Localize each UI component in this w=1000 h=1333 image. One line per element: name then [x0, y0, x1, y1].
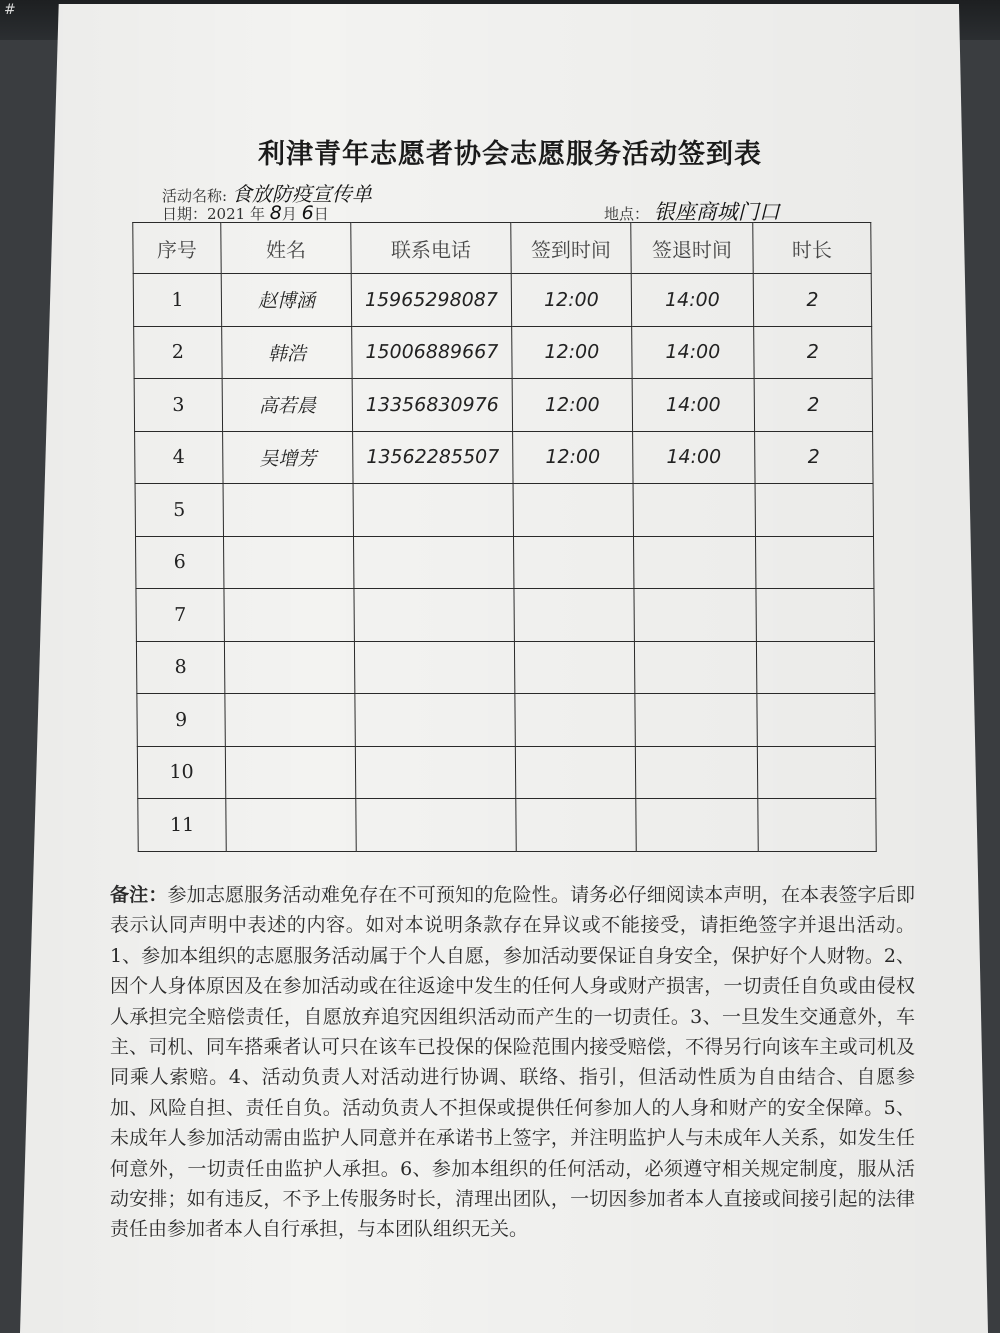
duration-cell — [755, 536, 873, 589]
name-cell — [224, 589, 354, 642]
phone-cell — [354, 641, 514, 694]
checkin-cell: 12:00 — [511, 274, 631, 327]
date-day: 6 — [301, 202, 314, 224]
header-checkin: 签到时间 — [511, 223, 631, 274]
name-cell — [225, 694, 355, 747]
activity-value: 食放防疫宣传单 — [231, 182, 372, 206]
checkout-cell: 14:00 — [632, 326, 754, 379]
table-row — [135, 484, 873, 537]
name-cell — [223, 536, 353, 589]
checkin-cell: 12:00 — [512, 379, 632, 432]
header-phone: 联系电话 — [351, 223, 511, 274]
table-row — [135, 431, 873, 484]
date-month: 8 — [269, 202, 282, 224]
phone-cell: 13562285507 — [353, 431, 513, 484]
header-name: 姓名 — [221, 223, 351, 274]
checkin-cell — [514, 641, 634, 694]
table-row — [137, 694, 875, 747]
checkout-cell: 14:00 — [631, 274, 753, 327]
date-day-suffix: 日 — [313, 205, 329, 223]
phone-cell — [356, 799, 516, 852]
checkout-cell — [635, 694, 757, 747]
form-title: 利津青年志愿者协会志愿服务活动签到表 — [258, 139, 762, 170]
row-number: 9 — [137, 694, 225, 747]
row-number: 11 — [138, 799, 226, 852]
name-cell — [224, 641, 354, 694]
activity-label: 活动名称: — [162, 187, 228, 205]
table-row — [135, 536, 873, 589]
location-label: 地点： — [604, 205, 650, 223]
checkin-cell — [516, 799, 636, 852]
phone-cell — [355, 746, 515, 799]
header-duration: 时长 — [753, 223, 871, 274]
disclaimer-notes — [110, 880, 915, 1245]
duration-cell: 2 — [754, 326, 872, 379]
duration-cell — [755, 484, 873, 537]
row-number: 7 — [136, 589, 224, 642]
row-number: 1 — [133, 274, 221, 327]
name-cell: 赵博涵 — [221, 274, 351, 327]
date-month-suffix: 月 — [281, 205, 297, 223]
phone-cell — [353, 484, 513, 537]
notes-label: 备注： — [110, 884, 168, 906]
row-number: 10 — [137, 746, 225, 799]
row-number: 8 — [136, 641, 224, 694]
checkin-cell — [513, 536, 633, 589]
checkin-cell — [514, 589, 634, 642]
phone-cell — [354, 589, 514, 642]
checkout-cell — [634, 641, 756, 694]
table-row — [134, 379, 872, 432]
name-cell — [223, 484, 353, 537]
checkin-cell: 12:00 — [512, 326, 632, 379]
table-row — [134, 326, 872, 379]
row-number: 2 — [134, 326, 222, 379]
checkout-cell — [634, 589, 756, 642]
checkout-cell — [635, 746, 757, 799]
checkin-cell: 12:00 — [513, 431, 633, 484]
row-number: 5 — [135, 484, 223, 537]
table-row — [133, 274, 871, 327]
checkout-cell — [636, 799, 758, 852]
row-number: 3 — [134, 379, 222, 432]
location-value: 银座商城门口 — [653, 200, 780, 224]
table-header-row — [133, 223, 871, 274]
duration-cell — [757, 746, 875, 799]
header-checkout: 签退时间 — [631, 223, 753, 274]
phone-cell: 13356830976 — [352, 379, 512, 432]
date-row — [162, 202, 329, 224]
name-cell: 吴增芳 — [223, 431, 353, 484]
notes-text: 参加志愿服务活动难免存在不可预知的危险性。请务必仔细阅读本声明，在本表签字后即表示认同声明中表述的内容。如对本说明条款存在异议或不能接受，请拒绝签字并退出活动。 1、参加本组织的志愿服务活动属于个人自愿，参加活动要保证自身安全，保护好个人财物。2、因个人身体原因及在参加活动或在往返途中发生的任何人身或财产损害，一切责任自负或由侵权人承担完全赔偿责任，自愿放弃追究因组织活动而产生的一切责任。3、一旦发生交通意外，车主、司机、同车搭乘者认可只在该车已投保的保险范围内接受赔偿，不得另行向该车主或司机及同乘人索赔。4、活动负责人对活动进行协调、联络、指引，但活动性质为自由结合、自愿参加、风险自担、责任自负。活动负责人不担保或提供任何参加人的人身和财产的安全保障。5、未成年人参加活动需由监护人同意并在承诺书上签字，并注明监护人与未成年人关系，如发生任何意外，一切责任由监护人承担。6、参加本组织的任何活动，必须遵守相关规定制度，服从活动安排；如有违反，不予上传服务时长，清理出团队，一切因参加者本人直接或间接引起的法律责任由参加者本人自行承担，与本团队组织无关。 — [110, 884, 915, 1241]
phone-cell — [353, 536, 513, 589]
row-number: 4 — [135, 431, 223, 484]
signin-table — [132, 222, 876, 852]
duration-cell — [758, 799, 876, 852]
table-row — [136, 589, 874, 642]
header-no: 序号 — [133, 223, 221, 274]
checkin-cell — [513, 484, 633, 537]
duration-cell: 2 — [754, 379, 872, 432]
table-row — [138, 799, 876, 852]
duration-cell: 2 — [755, 431, 873, 484]
row-number: 6 — [135, 536, 223, 589]
duration-cell — [757, 694, 875, 747]
date-prefix: 日期：2021 年 — [162, 205, 265, 223]
phone-cell: 15006889667 — [352, 326, 512, 379]
checkout-cell: 14:00 — [633, 431, 755, 484]
table-row — [136, 641, 874, 694]
phone-cell — [355, 694, 515, 747]
checkin-cell — [515, 746, 635, 799]
table-row — [137, 746, 875, 799]
duration-cell — [756, 641, 874, 694]
checkout-cell — [633, 484, 755, 537]
key-hash-glyph: # — [4, 2, 16, 18]
checkout-cell: 14:00 — [632, 379, 754, 432]
duration-cell: 2 — [753, 274, 871, 327]
checkout-cell — [633, 536, 755, 589]
checkin-cell — [515, 694, 635, 747]
name-cell: 高若晨 — [222, 379, 352, 432]
name-cell — [225, 746, 355, 799]
name-cell — [226, 799, 356, 852]
duration-cell — [756, 589, 874, 642]
name-cell: 韩浩 — [222, 326, 352, 379]
phone-cell: 15965298087 — [351, 274, 511, 327]
